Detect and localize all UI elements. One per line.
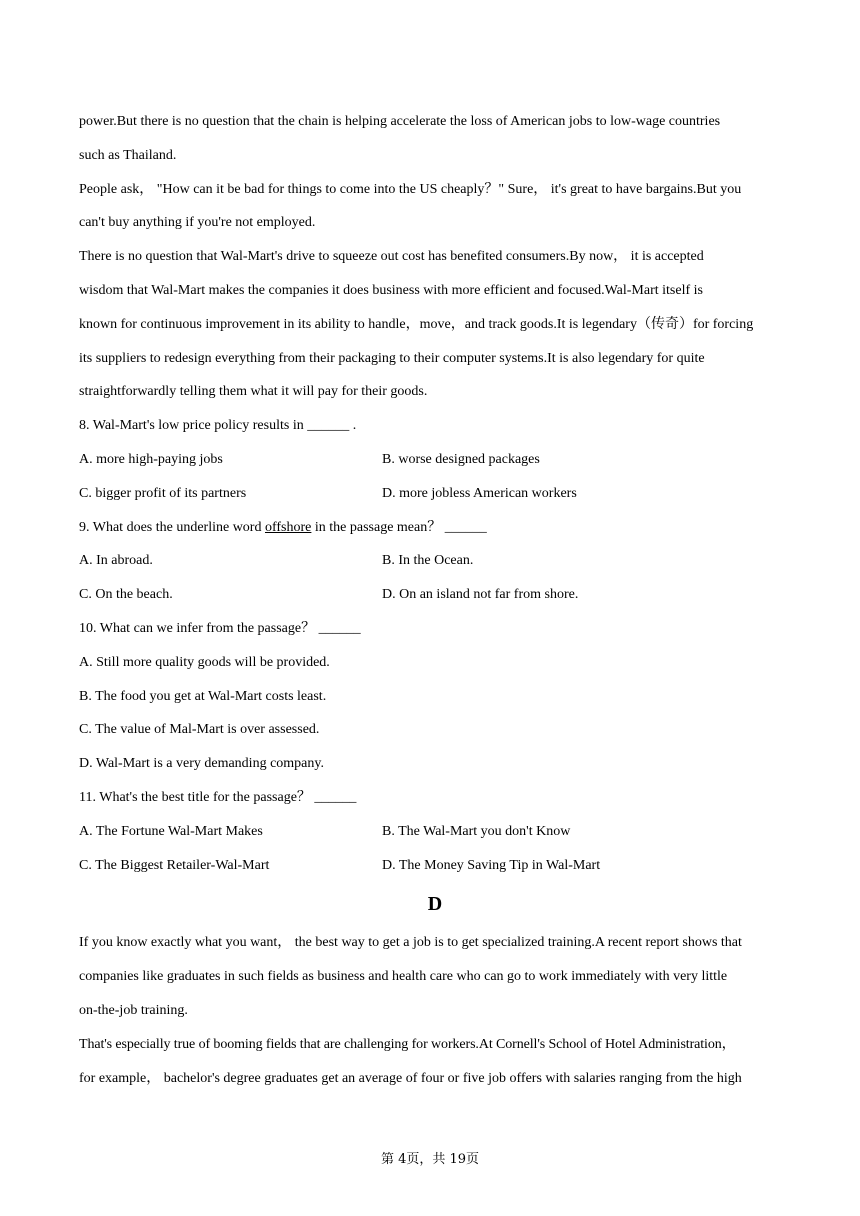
q11-option-d: D. The Money Saving Tip in Wal-Mart [382,857,601,873]
passage-line: known for continuous improvement in its ability to handle，move，and track goods.It is legendary（传奇）for forcing [79,316,754,332]
q10-option-b: B. The food you get at Wal-Mart costs least. [79,688,327,704]
passage-line: People ask， "How can it be bad for things to come into the US cheaply？" Sure， it's great to have bargains.But you [79,181,742,197]
q8-option-b: B. worse designed packages [382,451,540,467]
q10-option-c: C. The value of Mal-Mart is over assessed. [79,722,320,738]
question-11-options-row-2 [79,849,791,883]
q9-option-c: C. On the beach. [79,587,173,603]
question-10-stem: 10. What can we infer from the passage？ ______ [79,620,361,636]
page-footer: 第 4页，共 19页 [380,1152,480,1167]
question-11-options-row-1 [79,815,791,849]
question-8-options-row-2 [79,477,791,511]
q9-option-d: D. On an island not far from shore. [382,587,579,603]
q11-option-a: A. The Fortune Wal-Mart Makes [79,823,263,839]
q9-option-a: A. In abroad. [79,553,153,569]
question-11-stem: 11. What's the best title for the passage？ ______ [79,789,357,805]
question-8-options-row-1 [79,443,791,477]
passage-line: such as Thailand. [79,147,177,163]
passage-line: wisdom that Wal-Mart makes the companies it does business with more efficient and focused.Wal-Mart itself is [79,282,703,298]
passage-line: can't buy anything if you're not employed. [79,215,316,231]
passage-line: on-the-job training. [79,1002,188,1018]
question-9-options-row-1 [79,544,791,578]
passage-line: for example， bachelor's degree graduates get an average of four or five job offers with salaries ranging from the high [79,1070,742,1086]
passage-line: That's especially true of booming fields that are challenging for workers.At Cornell's School of Hotel Administration， [79,1036,736,1052]
q8-option-d: D. more jobless American workers [382,485,577,501]
q9-underlined-word: offshore [264,519,312,535]
passage-line: straightforwardly telling them what it will pay for their goods. [79,384,428,400]
q9-stem-after: in the passage mean？ ______ [311,519,487,535]
q10-option-a: A. Still more quality goods will be provided. [79,654,330,670]
passage-line: If you know exactly what you want， the best way to get a job is to get specialized training.A recent report shows that [79,935,742,951]
q11-option-c: C. The Biggest Retailer-Wal-Mart [79,857,270,873]
q9-stem-before: 9. What does the underline word [79,519,265,535]
q8-option-c: C. bigger profit of its partners [79,485,247,501]
passage-line: There is no question that Wal-Mart's drive to squeeze out cost has benefited consumers.By now， it is accepted [79,249,704,265]
passage-line: companies like graduates in such fields as business and health care who can go to work immediately with very little [79,969,728,985]
q10-option-d: D. Wal-Mart is a very demanding company. [79,756,324,772]
question-9-options-row-2 [79,578,791,612]
q11-option-b: B. The Wal-Mart you don't Know [382,823,571,839]
passage-line: its suppliers to redesign everything from their packaging to their computer systems.It is also legendary for quite [79,350,705,366]
page-content [79,105,791,1095]
q8-option-a: A. more high-paying jobs [79,451,223,467]
question-9-stem [79,511,791,545]
q9-option-b: B. In the Ocean. [382,553,474,569]
section-heading: D [427,893,443,916]
passage-line: power.But there is no question that the chain is helping accelerate the loss of American jobs to low-wage countries [79,114,721,129]
question-8-stem: 8. Wal-Mart's low price policy results in ______ . [79,418,357,434]
